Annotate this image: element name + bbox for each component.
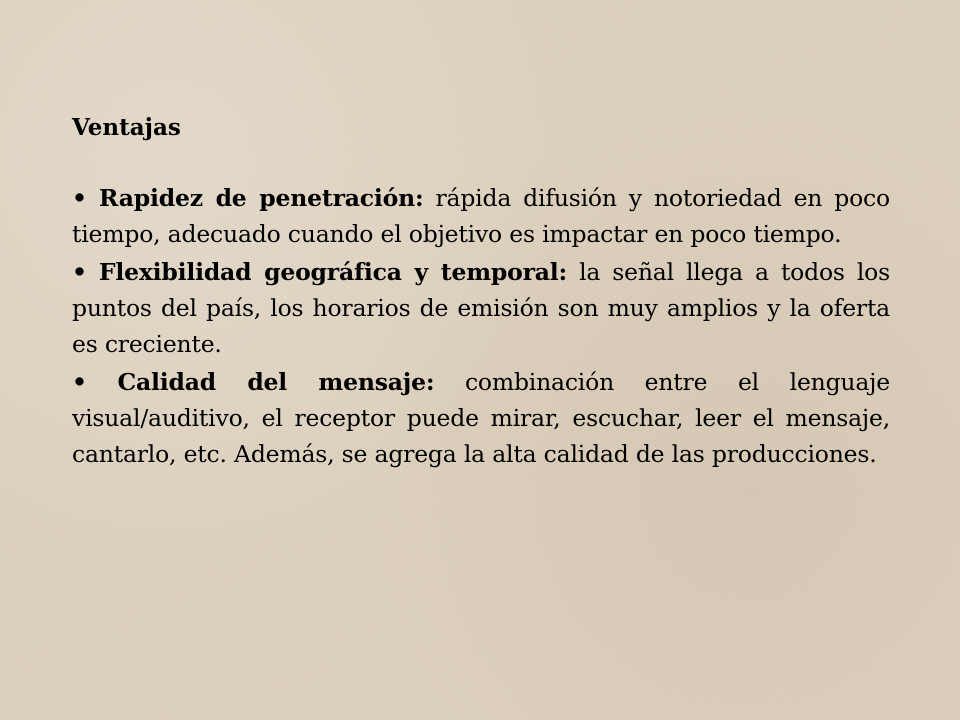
slide-content [72, 110, 890, 474]
bullet-icon: • [72, 368, 87, 396]
list-item [72, 180, 890, 252]
bullet-icon: • [72, 258, 87, 286]
item-term: Calidad del mensaje: [117, 368, 435, 396]
item-text: combinación entre el lenguaje visual/auditivo, el receptor puede mirar, escuchar, leer el mensaje, cantarlo, etc. Además, se agrega la alta calidad de las producciones. [72, 368, 890, 468]
bullet-icon: • [72, 184, 87, 212]
list-item [72, 254, 890, 362]
item-term: Rapidez de penetración: [98, 184, 424, 212]
list-item [72, 364, 890, 472]
item-text: rápida difusión y notoriedad en poco tiempo, adecuado cuando el objetivo es impactar en poco tiempo. [72, 184, 890, 248]
slide-title: Ventajas [72, 114, 181, 141]
item-text: la señal llega a todos los puntos del país, los horarios de emisión son muy amplios y la oferta es creciente. [72, 258, 890, 358]
item-term: Flexibilidad geográfica y temporal: [98, 258, 567, 286]
